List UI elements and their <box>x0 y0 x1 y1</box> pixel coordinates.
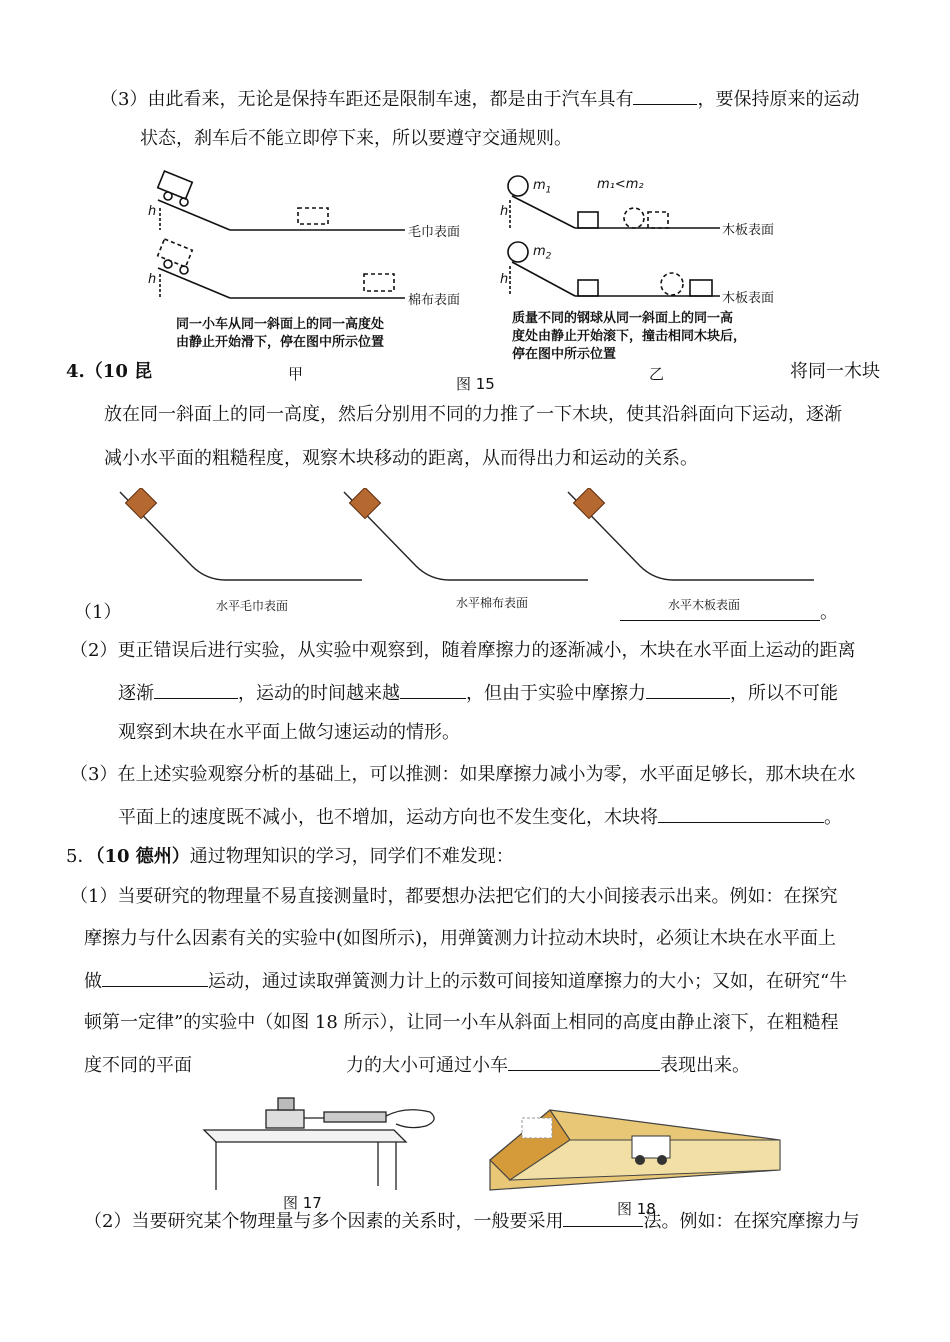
q4-p2-a: 逐渐 <box>118 683 154 704</box>
q4-p2-d: ，所以不可能 <box>730 683 838 704</box>
q5-src: （10 德州） <box>95 846 190 867</box>
q4-line2: 放在同一斜面上的同一高度，然后分别用不同的力推了一下木块，使其沿斜面向下运动，逐渐 <box>104 404 842 425</box>
fig15-caption-right-2: 度处由静止开始滚下，撞击相同木块后， <box>512 329 747 344</box>
q4-blank-time[interactable] <box>400 682 466 699</box>
q3-blank-inertia[interactable] <box>633 88 697 105</box>
label-towel-surface: 毛巾表面 <box>408 225 461 240</box>
label-mass-relation: m₁<m₂ <box>597 177 644 192</box>
q5-p2 <box>84 1210 859 1233</box>
label-height-4: h <box>500 272 509 287</box>
q4-p1-end: 。 <box>820 602 838 623</box>
q4-p3-line1: （3）在上述实验观察分析的基础上，可以推测：如果摩擦力减小为零，水平面足够长，那木块在水 <box>70 764 856 785</box>
q5-p1-d: 力的大小可通过小车 <box>346 1055 508 1076</box>
fig15-label-jia: 甲 <box>288 365 304 383</box>
label-height-1: h <box>148 204 157 219</box>
label-mass-m1: $m_1$ <box>533 178 552 196</box>
q4-line3: 减小水平面的粗糙程度，观察木块移动的距离，从而得出力和运动的关系。 <box>104 448 698 469</box>
label-wood-surface-1: 木板表面 <box>722 223 775 238</box>
label-height-2: h <box>148 272 157 287</box>
q3-text-a: （3）由此看来，无论是保持车距还是限制车速，都是由于汽车具有 <box>100 89 634 110</box>
q3-line1 <box>100 88 859 111</box>
fig15-title: 图 15 <box>456 375 495 393</box>
fig15-caption-left-2: 由静止开始滑下，停在图中所示位置 <box>176 335 385 350</box>
fig15-caption-left-1: 同一小车从同一斜面上的同一高度处 <box>176 317 385 332</box>
q4-p2-c: ，但由于实验中摩擦力 <box>466 683 646 704</box>
q5-p1-line1: （1）当要研究的物理量不易直接测量时，都要想办法把它们的大小间接表示出来。例如：在探究 <box>70 886 838 907</box>
figure-18-label: 图 18 <box>617 1200 656 1218</box>
q3-text-c: 状态，刹车后不能立即停下来，所以要遵守交通规则。 <box>140 128 572 149</box>
q4-tail: 将同一木块 <box>790 361 880 382</box>
q4-p3-b: 。 <box>824 807 842 828</box>
fig15-label-yi: 乙 <box>649 365 665 383</box>
figure-18-diagram <box>480 1100 800 1200</box>
q5-p1-line4: 顿第一定律”的实验中（如图 18 所示），让同一小车从斜面上相同的高度由静止滚下，在粗糙程 <box>84 1012 839 1033</box>
q4-p1-blank[interactable] <box>620 604 820 621</box>
q4-p1-prefix: （1） <box>74 602 122 623</box>
figure-17-label: 图 17 <box>283 1194 322 1212</box>
slope-label-wood: 水平木板表面 <box>668 598 741 612</box>
q4-p1 <box>74 602 121 624</box>
q4-blank-friction[interactable] <box>646 682 730 699</box>
q4-p2-b: ，运动的时间越来越 <box>238 683 400 704</box>
fig15-caption-right-3: 停在图中所示位置 <box>512 347 617 362</box>
q5-p1-c: 度不同的平面 <box>84 1055 192 1076</box>
label-cotton-surface: 棉布表面 <box>408 293 461 308</box>
label-mass-m2: $m_2$ <box>533 244 552 262</box>
q4-prefix: 4.（10 昆 <box>66 361 153 382</box>
q5-blank-method[interactable] <box>563 1210 643 1227</box>
fig15-caption-right-1: 质量不同的钢球从同一斜面上的同一高 <box>512 311 734 326</box>
slope-label-towel: 水平毛巾表面 <box>216 599 289 613</box>
q5-p1-b: 运动，通过读取弹簧测力计上的示数可间接知道摩擦力的大小；又如，在研究“牛 <box>208 971 848 992</box>
q5-num: 5． <box>66 846 96 867</box>
q5-p1-line2: 摩擦力与什么因素有关的实验中(如图所示)，用弹簧测力计拉动木块时，必须让木块在水平面上 <box>84 928 837 949</box>
q4-p2-line3: 观察到木块在水平面上做匀速运动的情形。 <box>118 722 460 743</box>
label-height-3: h <box>500 204 509 219</box>
q4-blank-motion[interactable] <box>658 806 824 823</box>
q4-p3-line2 <box>118 806 842 829</box>
figure-17-diagram <box>200 1090 450 1190</box>
q5-header <box>66 846 514 868</box>
slope-diagrams <box>110 488 830 598</box>
q4-blank-distance[interactable] <box>154 682 238 699</box>
q3-text-b: ，要保持原来的运动 <box>697 89 860 110</box>
q5-p1-line3 <box>84 970 847 993</box>
q5-blank-uniform[interactable] <box>102 970 208 987</box>
q5-p1-line5 <box>84 1054 750 1077</box>
slope-label-cotton: 水平棉布表面 <box>456 596 529 610</box>
q5-blank-distance[interactable] <box>508 1054 660 1071</box>
q5-intro: 通过物理知识的学习，同学们不难发现： <box>189 846 514 867</box>
q4-p2-line2 <box>118 682 838 705</box>
label-wood-surface-2: 木板表面 <box>722 291 775 306</box>
q5-p2-b: 法。例如：在探究摩擦力与 <box>643 1211 860 1232</box>
q5-p2-a: （2）当要研究某个物理量与多个因素的关系时，一般要采用 <box>84 1211 564 1232</box>
q4-p3-a: 平面上的速度既不减小，也不增加，运动方向也不发生变化，木块将 <box>118 807 658 828</box>
q3-line2 <box>140 128 572 150</box>
q5-p1-e: 表现出来。 <box>660 1055 750 1076</box>
q5-p1-a: 做 <box>84 971 102 992</box>
q4-p2-line1: （2）更正错误后进行实验，从实验中观察到，随着摩擦力的逐渐减小，木块在水平面上运动的距离 <box>70 640 856 661</box>
